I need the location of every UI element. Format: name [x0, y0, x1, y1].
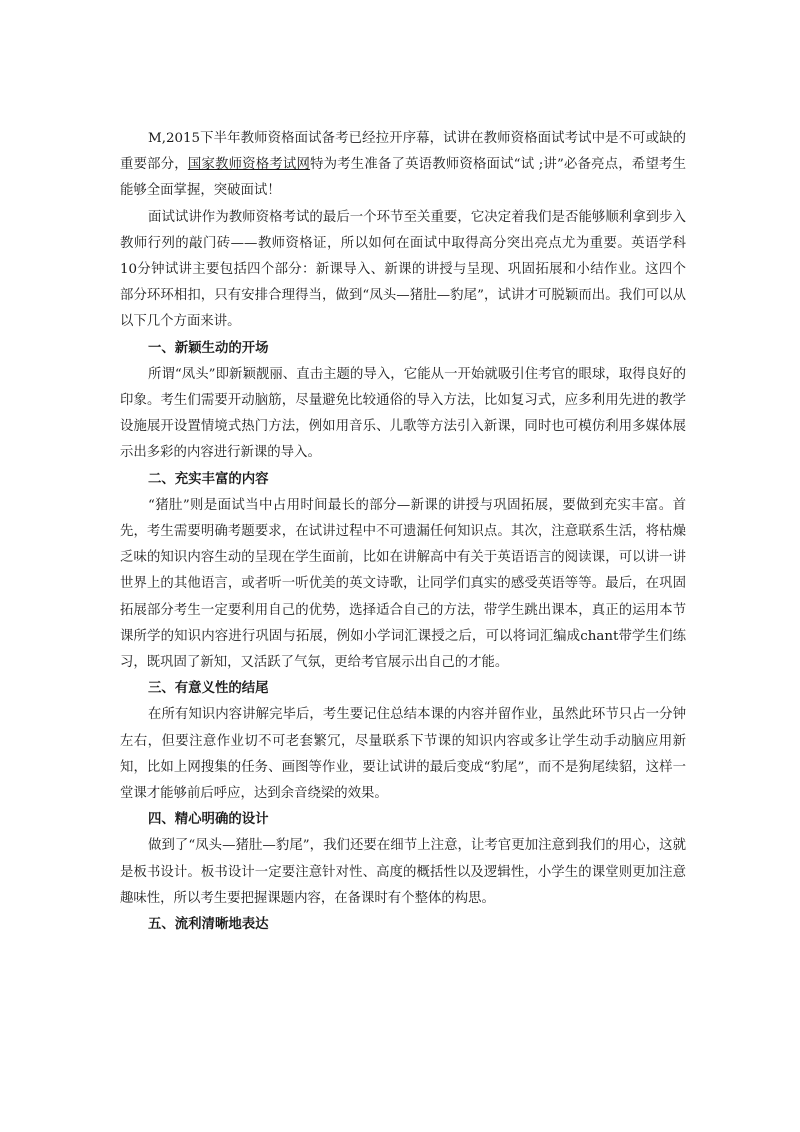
section-3-heading: 三、有意义性的结尾	[148, 681, 269, 697]
intro-text-2: 特为考生准备了英语教师资格面试“试 ;讲”必备亮点，希望考生能够全面掌握，突破面试！	[120, 157, 686, 199]
section-4-heading: 四、精心明确的设计	[148, 812, 269, 828]
article-body	[120, 126, 686, 938]
section-2-body: “猪肚”则是面试当中占用时间最长的部分—新课的讲授与巩固拓展，要做到充实丰富。首先，考生需要明确考题要求，在试讲过程中不可遗漏任何知识点。其次，注意联系生活，将枯燥乏味的知识内容生动的呈现在学生面前，比如在讲解高中有关于英语语言的阅读课，可以讲一讲世界上的其他语言，或者听一听优美的英文诗歌，让同学们真实的感受英语等等。最后，在巩固拓展部分考生一定要利用自己的优势，选择适合自己的方法，带学生跳出课本，真正的运用本节课所学的知识内容进行巩固与拓展，例如小学词汇课授之后，可以将词汇编成chant带学生们练习，既巩固了新知，又活跃了气氛，更给考官展示出自己的才能。	[120, 497, 686, 671]
intro-text-1: M,2015下半年教师资格面试备考已经拉开序幕，试讲在教师资格面试考试中是不可或缺的重要部分，	[120, 131, 686, 173]
section-1-body: 所谓“凤头”即新颖靓丽、直击主题的导入，它能从一开始就吸引住考官的眼球，取得良好的印象。考生们需要开动脑筋，尽量避免比较通俗的导入方法，比如复习式，应多利用先进的教学设施展开设置情境式热门方法，例如用音乐、儿歌等方法引入新课，同时也可模仿利用多媒体展示出多彩的内容进行新课的导入。	[120, 366, 686, 461]
teacher-exam-site-link[interactable]: 国家教师资格考试网	[187, 157, 311, 173]
section-2-heading: 二、充实丰富的内容	[148, 471, 269, 487]
section-5-heading: 五、流利清晰地表达	[148, 917, 269, 933]
section-1-heading: 一、新颖生动的开场	[148, 340, 269, 356]
overview-paragraph: 面试试讲作为教师资格考试的最后一个环节至关重要，它决定着我们是否能够顺利拿到步入教师行列的敲门砖——教师资格证，所以如何在面试中取得高分突出亮点尤为重要。英语学科10分钟试讲主要包括四个部分：新课导入、新课的讲授与呈现、巩固拓展和小结作业。这四个部分环环相扣，只有安排合理得当，做到“凤头—猪肚—豹尾”，试讲才可脱颖而出。我们可以从以下几个方面来讲。	[120, 209, 686, 330]
section-3-body: 在所有知识内容讲解完毕后，考生要记住总结本课的内容并留作业，虽然此环节只占一分钟左右，但要注意作业切不可老套繁冗，尽量联系下节课的知识内容或多让学生动手动脑应用新知，比如上网搜集的任务、画图等作业，要让试讲的最后变成“豹尾”，而不是狗尾续貂，这样一堂课才能够前后呼应，达到余音绕梁的效果。	[120, 707, 686, 802]
section-4-body: 做到了“凤头—猪肚—豹尾”，我们还要在细节上注意，让考官更加注意到我们的用心，这就是板书设计。板书设计一定要注意针对性、高度的概括性以及逻辑性，小学生的课堂则更加注意趣味性，所以考生要把握课题内容，在备课时有个整体的构思。	[120, 838, 686, 906]
intro-paragraph	[120, 126, 686, 205]
